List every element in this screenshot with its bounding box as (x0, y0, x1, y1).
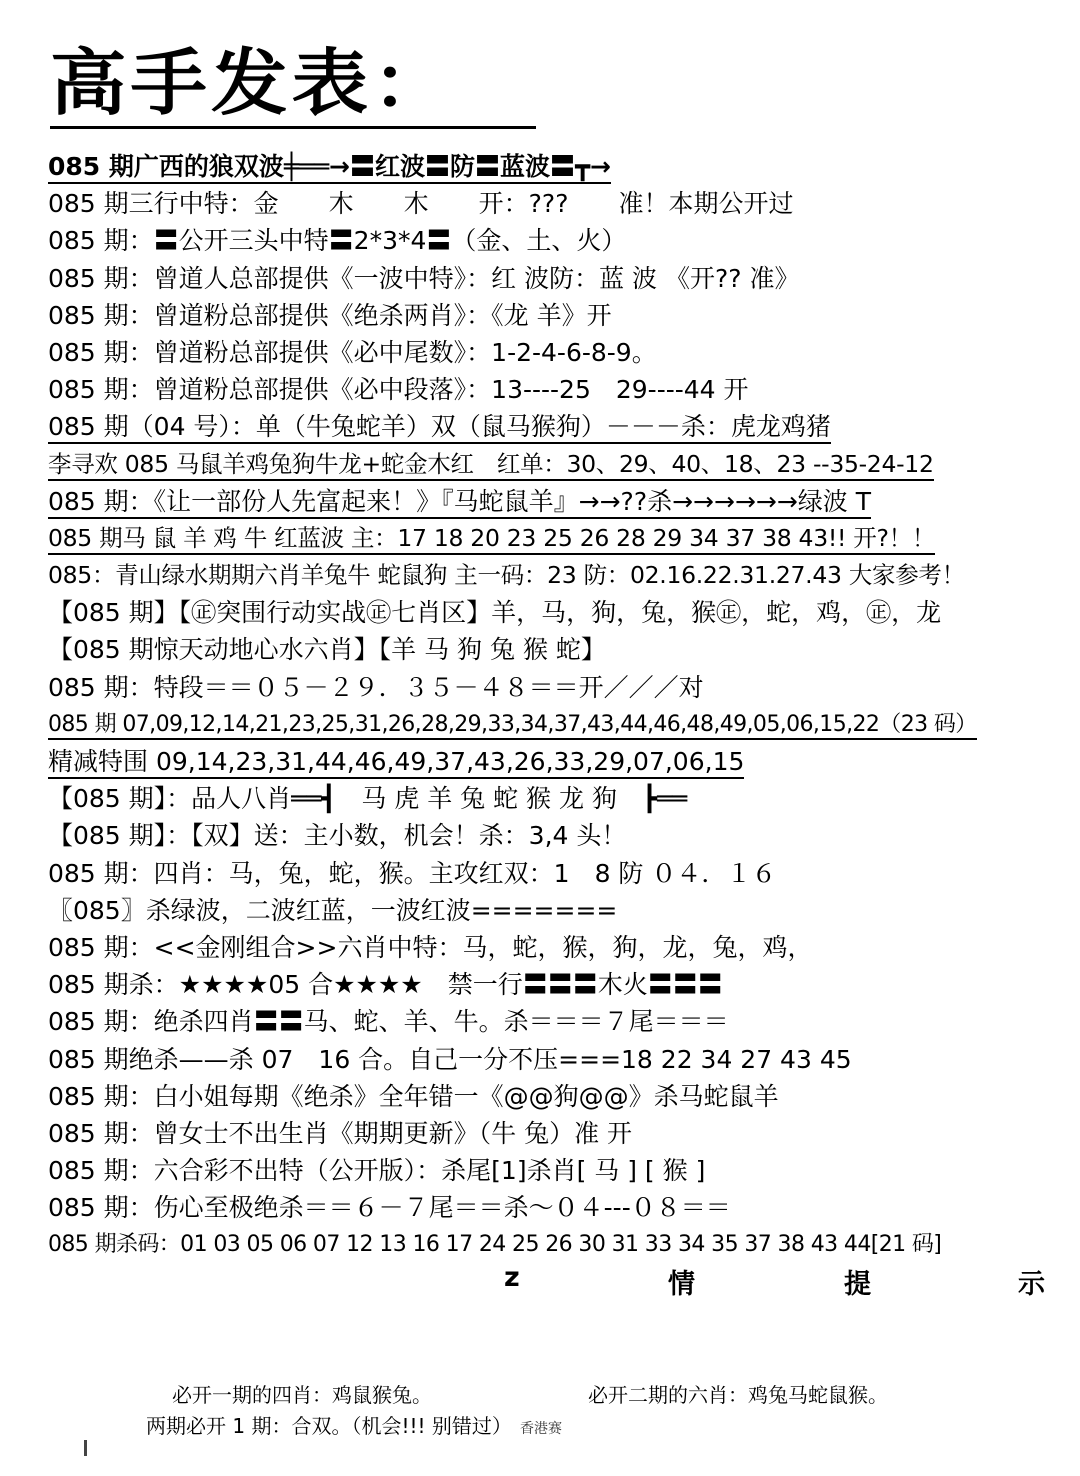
title-block (50, 38, 540, 130)
forecast-line: 085 期杀：★★★★05 合★★★★ 禁一行〓〓〓木火〓〓〓 (48, 970, 723, 1000)
forecast-line: 085：青山绿水期期六肖羊兔牛 蛇鼠狗 主一码：23 防：02.16.22.31.27.43 大家参考！ (48, 561, 965, 590)
forecast-line: 085 期马 鼠 羊 鸡 牛 红蓝波 主：17 18 20 23 25 26 28 29 34 37 38 43!! 开?！！ (48, 520, 1048, 557)
forecast-line: 085 期：《让一部份人先富起来！》『马蛇鼠羊』→→??杀→→→→→→绿波 T (48, 483, 1048, 520)
forecast-line: 085 期：四肖：马，兔，蛇，猴。主攻红双：1 8 防 ０４．１６ (48, 858, 777, 888)
watermark-text: 香港赛 (520, 1421, 562, 1437)
forecast-line: 085 期：白小姐每期《绝杀》全年错一《@@狗@@》杀马蛇鼠羊 (48, 1081, 779, 1111)
forecast-line: 085 期：曾道粉总部提供《必中尾数》：1-2-4-6-8-9。 (48, 337, 657, 367)
forecast-line: 085 期：<<金刚组合>>六肖中特：马，蛇，猴，狗，龙，兔，鸡， (48, 932, 813, 962)
corner-mark (84, 1440, 87, 1456)
forecast-line: 〖085〗杀绿波，二波红蓝，一波红波======= (48, 895, 618, 925)
forecast-line: 085 期绝杀——杀 07 16 合。自己一分不压===18 22 34 27 43 45 (48, 1044, 852, 1074)
hint-char: 提 (844, 1269, 871, 1300)
forecast-line: 085 期：曾道粉总部提供《必中段落》：13----25 29----44 开 (48, 375, 749, 405)
forecast-line: 085 期广西的狼双波╪══→〓红波〓防〓蓝波〓┳→ (48, 148, 1048, 185)
page-title: 高手发表： (50, 41, 453, 125)
forecast-lines (48, 148, 1048, 1264)
footer-six-zodiac: 必开二期的六肖：鸡兔马蛇鼠猴。 (588, 1383, 888, 1407)
forecast-line: 【085 期】：品人八肖══┫ 马 虎 羊 兔 蛇 猴 龙 狗 ┣══ (48, 784, 688, 814)
forecast-line: 085 期：〓公开三头中特〓2*3*4〓（金、土、火） (48, 226, 627, 256)
forecast-line: 【085 期惊天动地心水六肖】【羊 马 狗 兔 猴 蛇】 (48, 635, 606, 665)
footer-four-zodiac: 必开一期的四肖：鸡鼠猴兔。 (172, 1383, 432, 1407)
forecast-line: 085 期：特段＝＝０５－２９．３５－４８＝＝开／／／对 (48, 672, 704, 702)
hint-char: 情 (668, 1269, 695, 1300)
forecast-line: 【085 期】【㊣突围行动实战㊣七肖区】羊，马，狗，兔，猴㊣，蛇，鸡，㊣，龙 (48, 598, 942, 628)
forecast-line: 085 期杀码：01 03 05 06 07 12 13 16 17 24 25 26 30 31 33 34 35 37 38 43 44[21 码] (48, 1232, 942, 1258)
hint-heading (500, 1262, 1048, 1302)
footer-two-period: 两期必开 1 期：合双。（机会!!! 别错过） (146, 1414, 512, 1438)
forecast-line: 085 期三行中特：金 木 木 开：??? 准！本期公开过 (48, 189, 794, 219)
forecast-line: 085 期（04 号）：单（牛兔蛇羊）双（鼠马猴狗）－－－杀：虎龙鸡猪 (48, 408, 1048, 445)
forecast-line: 李寻欢 085 马鼠羊鸡兔狗牛龙+蛇金木红 红单：30、29、40、18、23 --35-24-12 (48, 446, 1048, 483)
hint-char: 示 (1018, 1269, 1045, 1300)
forecast-line: 085 期：六合彩不出特（公开版）：杀尾[1]杀肖[ 马 ] [ 猴 ] (48, 1156, 706, 1186)
title-underline (50, 126, 536, 129)
forecast-line: 085 期：曾女士不出生肖《期期更新》（牛 兔）准 开 (48, 1118, 633, 1148)
forecast-line: 085 期：曾道人总部提供《一波中特》：红 波防：蓝 波 《开?? 准》 (48, 263, 800, 293)
forecast-line: 085 期：曾道粉总部提供《绝杀两肖》：《龙 羊》开 (48, 300, 612, 330)
forecast-line: 精减特围 09,14,23,31,44,46,49,37,43,26,33,29,07,06,15 (48, 743, 1048, 780)
hint-char: z (504, 1262, 520, 1293)
forecast-line: 085 期 07,09,12,14,21,23,25,31,26,28,29,33,34,37,43,44,46,48,49,05,06,15,22（23 码） (48, 706, 1048, 743)
forecast-line: 【085 期】：【双】送：主小数，机会！杀：3,4 头！ (48, 821, 627, 851)
forecast-line: 085 期：伤心至极绝杀＝＝６－７尾＝＝杀～０４---０８＝＝ (48, 1193, 731, 1223)
forecast-line: 085 期：绝杀四肖〓〓马、蛇、羊、牛。杀＝＝＝７尾＝＝＝ (48, 1007, 729, 1037)
